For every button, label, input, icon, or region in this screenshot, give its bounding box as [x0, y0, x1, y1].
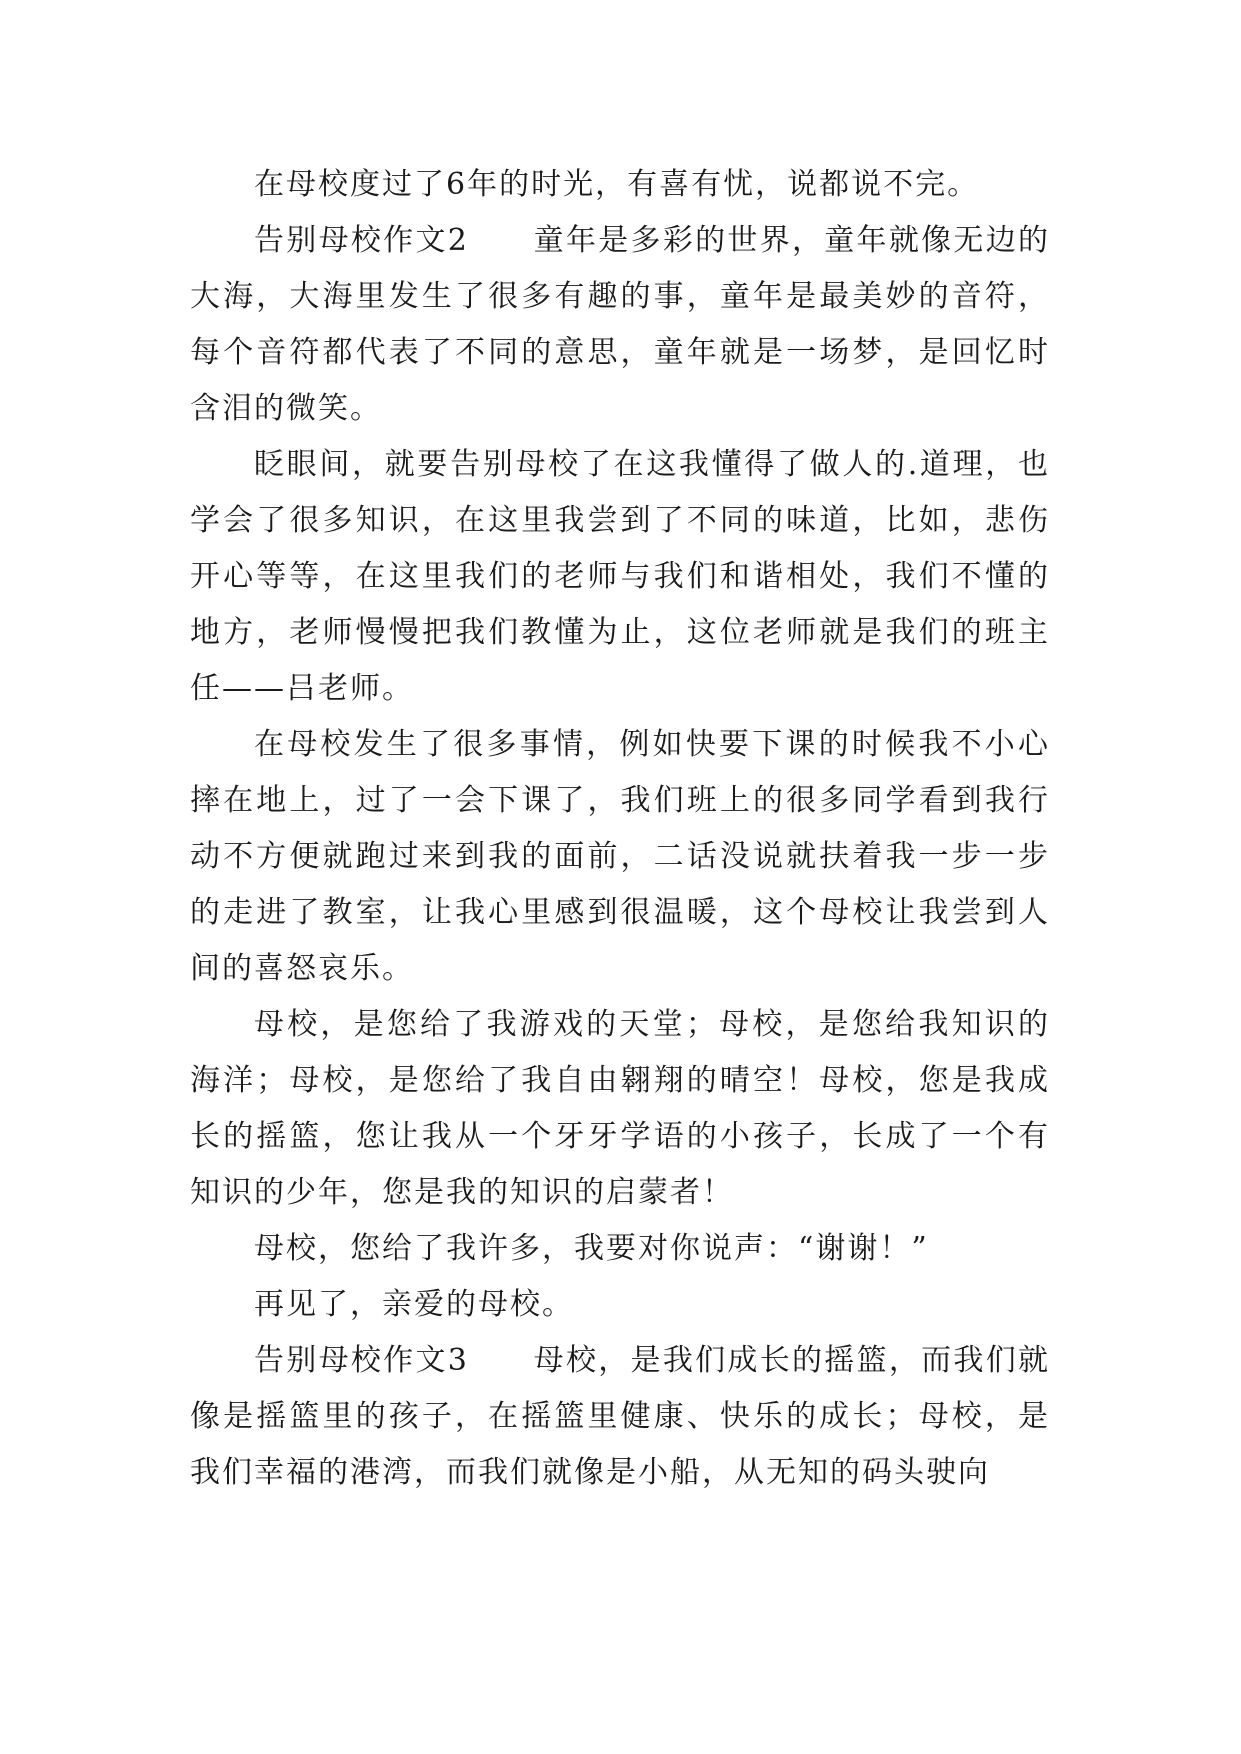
paragraph: 告别母校作文2 童年是多彩的世界，童年就像无边的大海，大海里发生了很多有趣的事，童年是最美妙的音符，每个音符都代表了不同的意思，童年就是一场梦，是回忆时含泪的微笑。 [190, 223, 1050, 426]
document-body [190, 157, 1050, 1501]
paragraph: 母校，您给了我许多，我要对你说声：“谢谢！” [254, 1231, 929, 1266]
paragraph: 再见了，亲爱的母校。 [254, 1287, 574, 1322]
paragraph: 母校，是您给了我游戏的天堂；母校，是您给我知识的海洋；母校，是您给了我自由翱翔的晴空！母校，您是我成长的摇篮，您让我从一个牙牙学语的小孩子，长成了一个有知识的少年，您是我的知识的启蒙者！ [190, 1007, 1050, 1210]
paragraph: 在母校度过了6年的时光，有喜有忧，说都说不完。 [254, 167, 980, 202]
paragraph: 告别母校作文3 母校，是我们成长的摇篮，而我们就像是摇篮里的孩子，在摇篮里健康、快乐的成长；母校，是我们幸福的港湾，而我们就像是小船，从无知的码头驶向 [190, 1343, 1050, 1490]
paragraph: 在母校发生了很多事情，例如快要下课的时候我不小心摔在地上，过了一会下课了，我们班上的很多同学看到我行动不方便就跑过来到我的面前，二话没说就扶着我一步一步的走进了教室，让我心里感到很温暖，这个母校让我尝到人间的喜怒哀乐。 [190, 727, 1050, 986]
paragraph: 眨眼间，就要告别母校了在这我懂得了做人的.道理，也学会了很多知识，在这里我尝到了不同的味道，比如，悲伤开心等等，在这里我们的老师与我们和谐相处，我们不懂的地方，老师慢慢把我们教懂为止，这位老师就是我们的班主任——吕老师。 [190, 447, 1050, 706]
